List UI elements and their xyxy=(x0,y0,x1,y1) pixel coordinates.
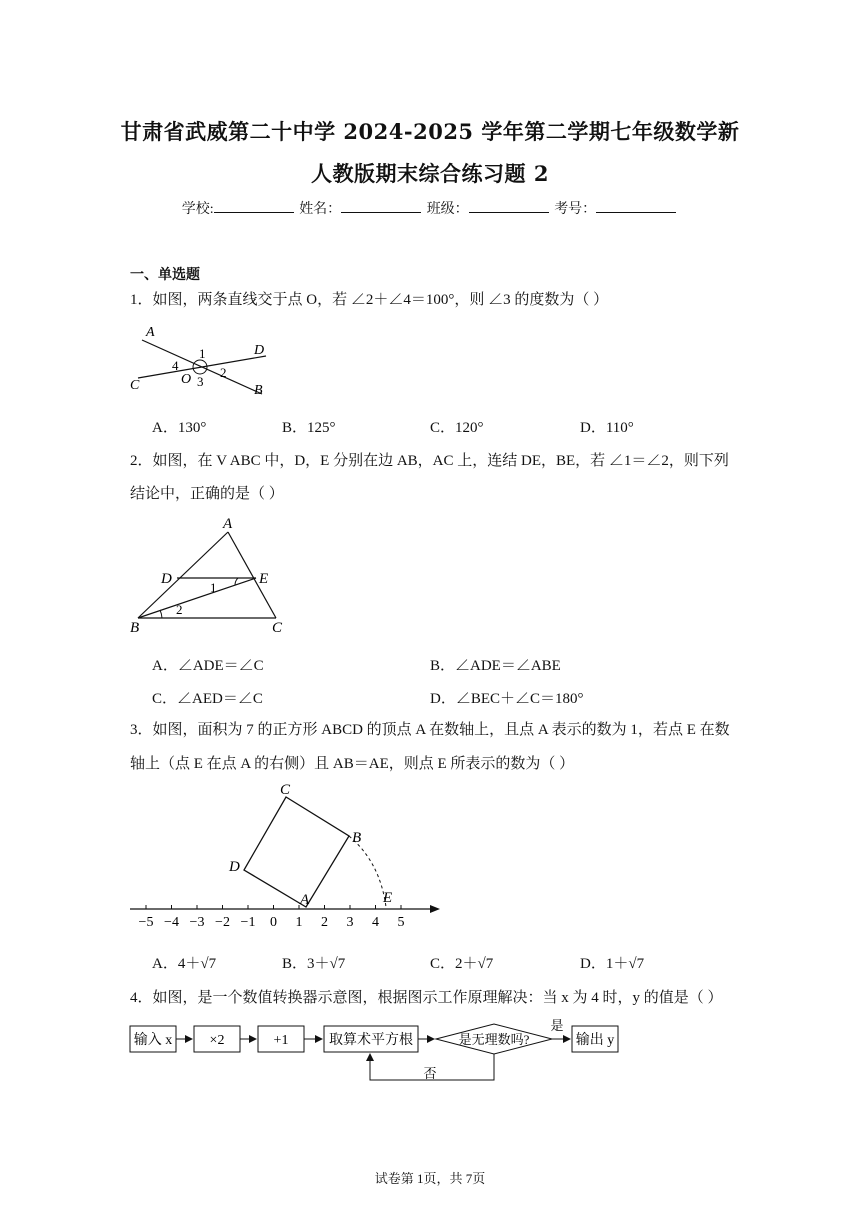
flow-no: 否 xyxy=(423,1066,437,1081)
flow-sqrt: 取算术平方根 xyxy=(329,1033,413,1048)
q3-tick-label: 5 xyxy=(397,915,405,930)
q2-option-b[interactable]: B．∠ADE＝∠ABE xyxy=(430,658,561,674)
exam-no-label: 考号： xyxy=(554,202,597,217)
flow-input: 输入 x xyxy=(133,1033,173,1048)
q3-tick-label: 1 xyxy=(295,915,303,930)
q3-label-D: D xyxy=(229,859,240,875)
q1-option-b[interactable]: B．125° xyxy=(282,420,336,436)
q2-label-B: B xyxy=(130,620,140,636)
q3-tick-label: −3 xyxy=(189,915,205,930)
q1-angle-4: 4 xyxy=(172,358,179,373)
q3-tick-label: 3 xyxy=(346,915,354,930)
q3-option-c[interactable]: C．2＋√7 xyxy=(430,956,494,972)
q3-tick-label: −4 xyxy=(164,915,179,930)
q2-label-A: A xyxy=(223,516,233,532)
q1-option-c[interactable]: C．120° xyxy=(430,420,484,436)
q3-tick-label: 2 xyxy=(321,915,328,930)
name-blank[interactable] xyxy=(341,200,421,213)
flow-plus1: +1 xyxy=(273,1033,289,1048)
q3-label-B: B xyxy=(352,830,362,846)
q1-angle-2: 2 xyxy=(220,365,227,380)
question-2-stem-line-1: 2．如图，在 V ABC 中，D，E 分别在边 AB，AC 上，连结 DE，BE，若 ∠1＝∠2，则下列 xyxy=(130,453,729,469)
q3-tick-label: −1 xyxy=(240,915,256,930)
q2-option-a[interactable]: A．∠ADE＝∠C xyxy=(152,658,264,674)
q2-angle-1: 1 xyxy=(210,580,217,595)
q1-angle-3: 3 xyxy=(197,374,204,389)
q1-label-O: O xyxy=(181,372,192,387)
q1-label-B: B xyxy=(254,383,263,398)
class-label: 班级： xyxy=(426,202,469,217)
question-1-stem: 1．如图，两条直线交于点 O，若 ∠2＋∠4＝100°，则 ∠3 的度数为（ ） xyxy=(130,292,609,308)
flow-question: 是无理数吗? xyxy=(458,1032,530,1047)
q1-angle-1: 1 xyxy=(199,346,206,361)
q2-label-D: D xyxy=(161,571,172,587)
title-line-2: 人教版期末综合练习题 2 xyxy=(311,161,549,186)
question-3-stem-line-1: 3．如图，面积为 7 的正方形 ABCD 的顶点 A 在数轴上，且点 A 表示的数为 1，若点 E 在数 xyxy=(130,722,730,738)
question-2-figure xyxy=(130,516,290,636)
q1-label-A: A xyxy=(146,325,155,340)
page-footer: 试卷第 1页，共 7页 xyxy=(374,1171,486,1186)
question-3-stem-line-2: 轴上（点 E 在点 A 的右侧）且 AB＝AE，则点 E 所表示的数为（ ） xyxy=(130,756,575,772)
school-blank[interactable] xyxy=(214,200,294,213)
q2-option-d[interactable]: D．∠BEC＋∠C＝180° xyxy=(430,691,584,707)
q3-tick-label: −5 xyxy=(138,915,154,930)
q2-label-E: E xyxy=(259,571,269,587)
q3-label-C: C xyxy=(280,782,291,798)
question-4-stem: 4．如图，是一个数值转换器示意图，根据图示工作原理解决：当 x 为 4 时，y 的值是（ ） xyxy=(130,990,723,1006)
q2-label-C: C xyxy=(272,620,283,636)
section-title: 一、单选题 xyxy=(130,267,200,283)
q3-option-d[interactable]: D．1＋√7 xyxy=(580,956,645,972)
q3-label-A: A xyxy=(300,892,310,908)
q3-option-a[interactable]: A．4＋√7 xyxy=(152,956,217,972)
q3-tick-label: 0 xyxy=(270,915,277,930)
question-4-flowchart xyxy=(128,1016,628,1086)
name-label: 姓名： xyxy=(299,202,342,217)
flow-times2: ×2 xyxy=(209,1033,225,1048)
student-info-line xyxy=(0,198,860,218)
class-blank[interactable] xyxy=(469,200,549,213)
q2-angle-2: 2 xyxy=(176,602,183,617)
flow-yes: 是 xyxy=(550,1018,564,1033)
q2-option-c[interactable]: C．∠AED＝∠C xyxy=(152,691,263,707)
q1-option-d[interactable]: D．110° xyxy=(580,420,634,436)
q3-tick-label: −2 xyxy=(215,915,230,930)
question-3-figure xyxy=(128,784,448,934)
title-line-1: 甘肃省武威第二十中学 2024-2025 学年第二学期七年级数学新 xyxy=(120,119,740,144)
q1-label-C: C xyxy=(130,378,140,393)
q1-label-D: D xyxy=(254,343,265,358)
q3-tick-label: 4 xyxy=(372,915,379,930)
school-label: 学校: xyxy=(181,202,214,217)
flow-output: 输出 y xyxy=(575,1033,615,1048)
question-2-stem-line-2: 结论中，正确的是（ ） xyxy=(130,486,284,502)
q3-label-E: E xyxy=(383,890,393,906)
q1-option-a[interactable]: A．130° xyxy=(152,420,207,436)
q3-option-b[interactable]: B．3＋√7 xyxy=(282,956,346,972)
question-1-figure xyxy=(130,322,270,398)
exam-no-blank[interactable] xyxy=(596,200,676,213)
